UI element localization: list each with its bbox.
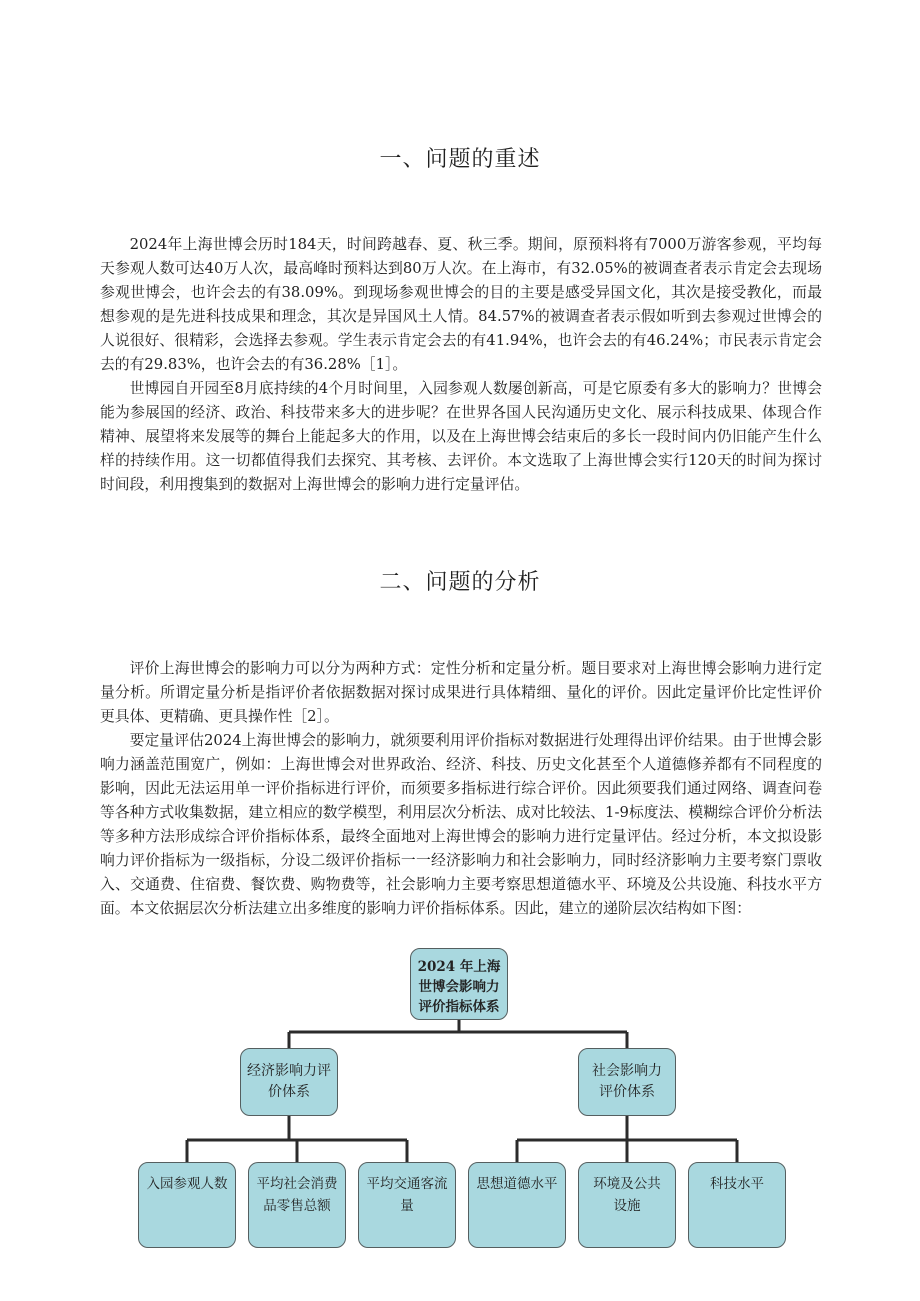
section-title-restatement: 一、问题的重述 (379, 147, 541, 172)
paragraph: 世博园自开园至8月底持续的4个月时间里，入园参观人数屡创新高，可是它原委有多大的影响力？世博会能为参展国的经济、政治、科技带来多大的进步呢？在世界各国人民沟通历史文化、展示科技成果、体现合作精神、展望将来发展等的舞台上能起多大的作用，以及在上海世博会结束后的多长一段时间内仍旧能产生什么样的持续作用。这一切都值得我们去探究、其考核、去评价。本文选取了上海世博会实行120天的时间为探讨时间段，利用搜集到的数据对上海世博会的影响力进行定量评估。 (100, 380, 822, 493)
node-retail-sales (248, 1162, 346, 1248)
node-line: 设施 (613, 1198, 641, 1214)
paragraph: 要定量评估2024上海世博会的影响力，就须要利用评价指标对数据进行处理得出评价结果。由于世博会影响力涵盖范围宽广，例如：上海世博会对世界政治、经济、科技、历史文化甚至个人道德修养都有不同程度的影响，因此无法运用单一评价指标进行评价，而须要多指标进行综合评价。因此须要我们通过网络、调查问卷等各种方式收集数据，建立相应的数学模型，利用层次分析法、成对比较法、1-9标度法、模糊综合评价分析法等多种方法形成综合评价指标体系，最终全面地对上海世博会的影响力进行定量评估。经过分析，本文拟设影响力评价指标为一级指标，分设二级评价指标一一经济影响力和社会影响力，同时经济影响力主要考察门票收入、交通费、住宿费、餐饮费、购物费等，社会影响力主要考察思想道德水平、环境及公共设施、科技水平方面。本文依据层次分析法建立出多维度的影响力评价指标体系。因此，建立的递阶层次结构如下图： (100, 732, 822, 917)
paragraph: 评价上海世博会的影响力可以分为两种方式：定性分析和定量分析。题目要求对上海世博会影响力进行定量分析。所谓定量分析是指评价者依据数据对探讨成果进行具体精细、量化的评价。因此定量评价比定性评价更具体、更精确、更具操作性［2］。 (100, 660, 822, 725)
node-line: 品零售总额 (263, 1198, 331, 1214)
hierarchy-diagram (130, 940, 810, 1250)
section-body-analysis (100, 657, 822, 921)
section-title-analysis: 二、问题的分析 (379, 570, 541, 595)
node-line: 评价体系 (599, 1084, 655, 1100)
section-body-restatement (100, 233, 822, 497)
node-line: 量 (400, 1198, 414, 1214)
node-line: 价体系 (268, 1084, 310, 1100)
node-line: 环境及公共 (593, 1176, 661, 1192)
node-environment-facilities (578, 1162, 676, 1248)
node-line: 评价指标体系 (418, 999, 500, 1015)
node-economic-influence (240, 1048, 338, 1116)
paragraph: 2024年上海世博会历时184天，时间跨越春、夏、秋三季。期间，原预料将有7000万游客参观，平均每天参观人数可达40万人次，最高峰时预料达到80万人次。在上海市，有32.05%的被调查者表示肯定会去现场参观世博会，也许会去的有38.09%。到现场参观世博会的目的主要是感受异国文化，其次是接受教化，而最想参观的是先进科技成果和理念，其次是异国风土人情。84.57%的被调查者表示假如听到去参观过世博会的人说很好、很精彩，会选择去参观。学生表示肯定会去的有41.94%，也许会去的有46.24%；市民表示肯定会去的有29.83%，也许会去的有36.28%［1］。 (100, 236, 822, 373)
node-line: 社会影响力 (592, 1063, 662, 1079)
node-line: 入园参观人数 (146, 1176, 228, 1192)
node-traffic-flow (358, 1162, 456, 1248)
node-line: 平均社会消费 (256, 1176, 338, 1192)
node-line: 思想道德水平 (476, 1176, 558, 1192)
node-line: 科技水平 (710, 1176, 764, 1192)
node-social-influence (578, 1048, 676, 1116)
node-root-index-system (410, 948, 508, 1020)
node-line: 世博会影响力 (418, 979, 500, 995)
node-moral-level (468, 1162, 566, 1248)
node-technology-level (688, 1162, 786, 1248)
node-line: 平均交通客流 (366, 1176, 448, 1192)
node-visitor-count (138, 1162, 236, 1248)
node-line: 2024 年上海 (417, 959, 501, 975)
node-line: 经济影响力评 (247, 1063, 331, 1079)
